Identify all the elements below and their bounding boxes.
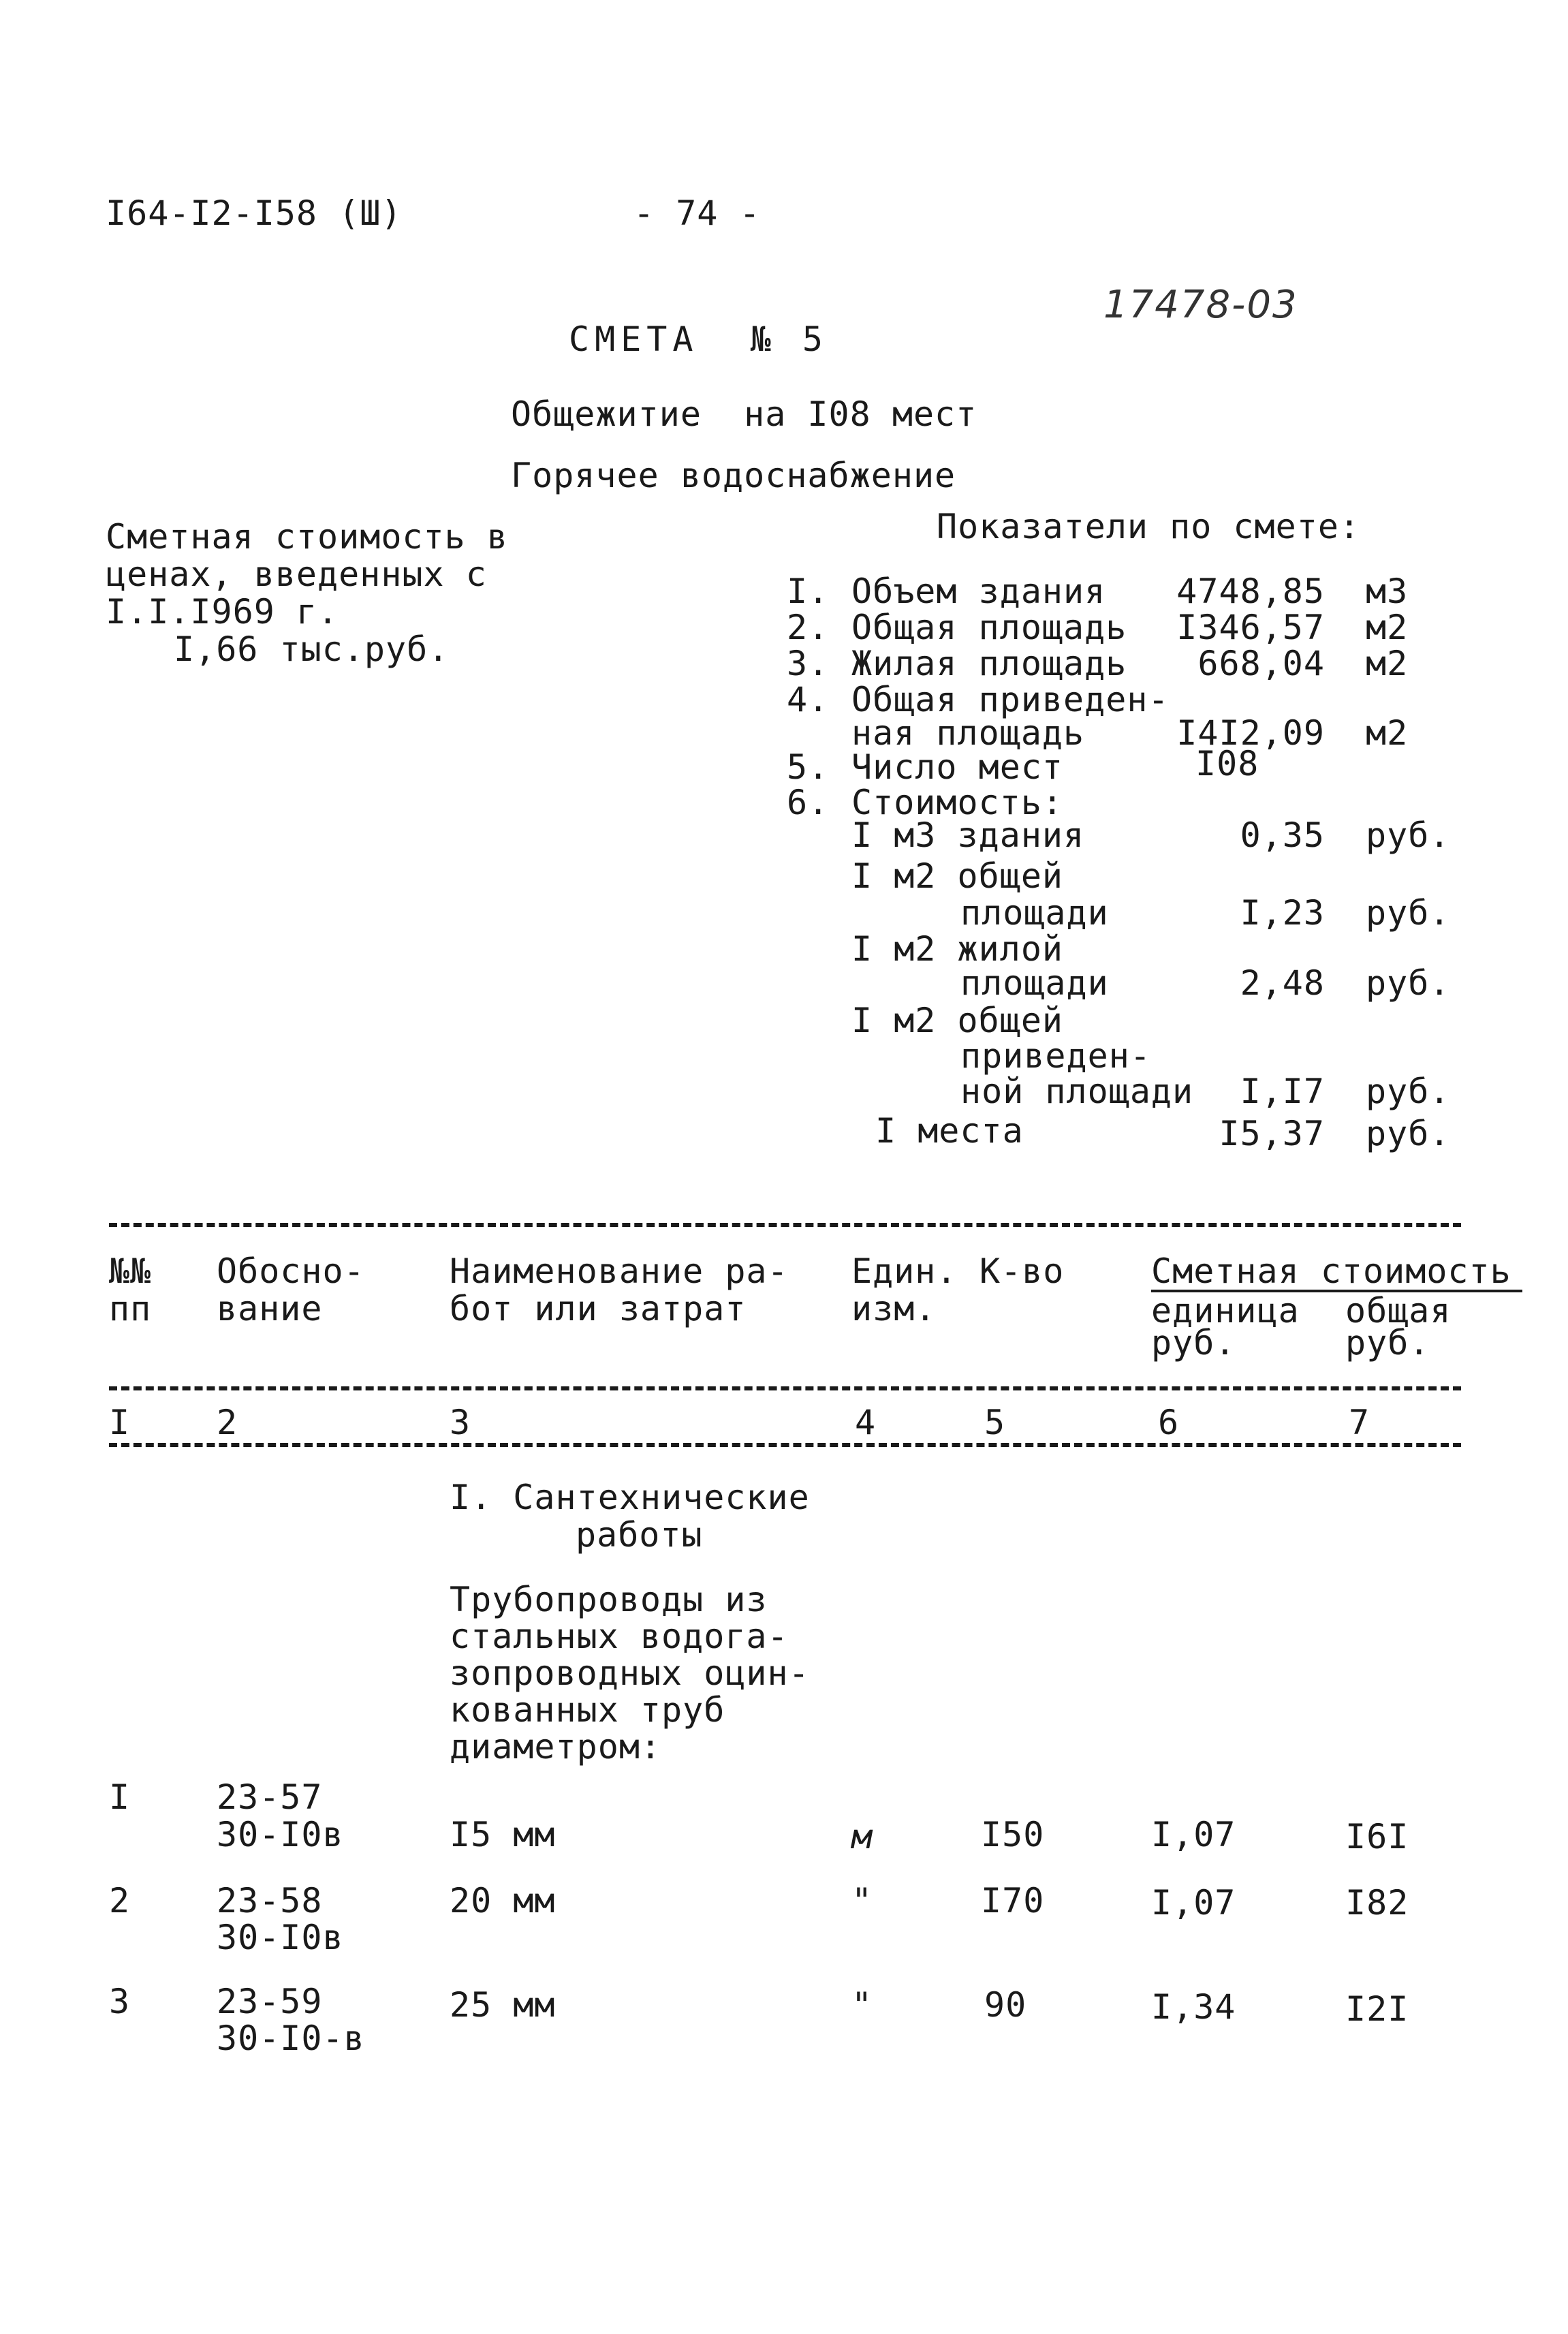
cost-item-unit: руб. <box>1366 815 1451 855</box>
header-cost-total: общая <box>1345 1291 1452 1331</box>
table-row-cost-unit: I,07 <box>1151 1815 1236 1854</box>
cost-item-value: 2,48 <box>1240 963 1325 1003</box>
table-row-basis: 23-58 <box>217 1881 323 1920</box>
table-row-num: 2 <box>109 1881 131 1920</box>
header-unit: Един. <box>851 1251 958 1291</box>
table-row-name: 20 мм <box>450 1881 556 1920</box>
indicator-num: 5. <box>787 747 830 787</box>
indicator-num: 6. <box>787 783 830 822</box>
header-unit: изм. <box>851 1289 937 1328</box>
indicator-label: Общая площадь <box>851 608 1127 647</box>
table-row-name: 25 мм <box>450 1985 556 2025</box>
cost-item-unit: руб. <box>1366 963 1451 1003</box>
cost-item-label-cont: площади <box>960 893 1109 933</box>
header-qty: К-во <box>979 1251 1065 1291</box>
cost-line-1: Сметная стоимость в <box>106 517 508 557</box>
indicator-value: I08 <box>1195 744 1259 783</box>
cost-item-label: I м2 общей <box>851 1001 1064 1040</box>
table-top-rule <box>109 1223 1461 1227</box>
table-row-cost-unit: I,34 <box>1151 1987 1236 2027</box>
group-heading: зопроводных оцин- <box>450 1653 810 1693</box>
header-basis: Обосно- <box>217 1251 365 1291</box>
cost-amount: I,66 тыс.руб. <box>174 629 450 669</box>
header-basis: вание <box>217 1289 323 1328</box>
header-cost-total: руб. <box>1345 1323 1430 1363</box>
table-row-num: 3 <box>109 1982 131 2021</box>
header-num: №№ <box>109 1251 152 1291</box>
indicator-unit: м2 <box>1366 644 1409 683</box>
indicator-value: 4748,85 <box>1176 572 1325 611</box>
indicator-num: I. <box>787 572 830 611</box>
cost-item-label: I м2 общей <box>851 856 1064 896</box>
col-number: 4 <box>855 1403 877 1442</box>
table-row-qty: I70 <box>981 1881 1045 1920</box>
cost-line-2: ценах, введенных с <box>106 555 487 594</box>
header-name: Наименование ра- <box>450 1251 789 1291</box>
header-cost-unit: единица <box>1151 1291 1300 1331</box>
page-number: - 74 - <box>633 193 761 233</box>
cost-item-unit: руб. <box>1366 1114 1451 1153</box>
table-row-basis: 23-59 <box>217 1982 323 2021</box>
section-title: Горячее водоснабжение <box>511 456 956 495</box>
indicator-label: Объем здания <box>851 572 1106 611</box>
table-row-unit: " <box>851 1985 873 2025</box>
cost-item-value: I,I7 <box>1240 1072 1325 1111</box>
indicator-label: Стоимость: <box>851 783 1064 822</box>
cost-item-value: I,23 <box>1240 893 1325 933</box>
group-heading: кованных труб <box>450 1690 725 1730</box>
table-row-cost-total: I2I <box>1345 1989 1409 2029</box>
header-cost: Сметная стоимость <box>1151 1251 1511 1291</box>
section-heading: работы <box>576 1515 703 1555</box>
table-row-unit: м <box>851 1817 873 1856</box>
indicators-heading: Показатели по смете: <box>937 507 1361 546</box>
col-number: I <box>109 1403 131 1442</box>
indicator-value: I4I2,09 <box>1176 713 1325 753</box>
cost-item-value: 0,35 <box>1240 815 1325 855</box>
cost-item-label: I места <box>875 1111 1024 1151</box>
handwritten-note: 17478-03 <box>1103 283 1298 327</box>
cost-item-label-cont: площади <box>960 963 1109 1003</box>
table-row-basis: 30-I0в <box>217 1918 344 1957</box>
table-row-basis: 30-I0в <box>217 1815 344 1854</box>
section-heading: I. Сантехнические <box>450 1478 810 1517</box>
indicator-num: 4. <box>787 680 830 719</box>
group-heading: стальных водога- <box>450 1617 789 1656</box>
cost-item-label-cont: ной площади <box>960 1072 1194 1111</box>
header-name: бот или затрат <box>450 1289 747 1328</box>
document-number: I64-I2-I58 (Ш) <box>106 193 403 233</box>
indicator-label: Число мест <box>851 747 1064 787</box>
cost-item-label: I м3 здания <box>851 815 1085 855</box>
indicator-value: I346,57 <box>1176 608 1325 647</box>
indicator-label: Общая приведен- <box>851 680 1170 719</box>
indicator-unit: м3 <box>1366 572 1409 611</box>
group-heading: Трубопроводы из <box>450 1580 768 1619</box>
cost-line-3: I.I.I969 г. <box>106 592 339 632</box>
table-row-name: I5 мм <box>450 1815 556 1854</box>
table-row-num: I <box>109 1777 131 1817</box>
col-number: 5 <box>984 1403 1006 1442</box>
indicator-label: Жилая площадь <box>851 644 1127 683</box>
col-number: 6 <box>1158 1403 1180 1442</box>
header-bottom-rule <box>109 1386 1461 1390</box>
cost-item-label-cont: приведен- <box>960 1036 1151 1076</box>
col-number: 2 <box>217 1403 238 1442</box>
table-row-cost-total: I82 <box>1345 1883 1409 1923</box>
indicator-value: 668,04 <box>1197 644 1325 683</box>
table-row-cost-total: I6I <box>1345 1817 1409 1856</box>
header-num: пп <box>109 1289 152 1328</box>
indicator-num: 3. <box>787 644 830 683</box>
header-cost-unit: руб. <box>1151 1323 1236 1363</box>
cost-item-label: I м2 жилой <box>851 929 1064 969</box>
cost-item-unit: руб. <box>1366 1072 1451 1111</box>
group-heading: диаметром: <box>450 1727 662 1767</box>
indicator-label-cont: ная площадь <box>851 713 1085 753</box>
table-row-cost-unit: I,07 <box>1151 1883 1236 1923</box>
table-row-qty: I50 <box>981 1815 1045 1854</box>
indicator-unit: м2 <box>1366 713 1409 753</box>
indicator-num: 2. <box>787 608 830 647</box>
col-number: 3 <box>450 1403 471 1442</box>
table-row-unit: " <box>851 1881 873 1920</box>
cost-item-unit: руб. <box>1366 893 1451 933</box>
col-number-rule <box>109 1443 1461 1447</box>
cost-item-value: I5,37 <box>1219 1114 1325 1153</box>
indicator-unit: м2 <box>1366 608 1409 647</box>
col-number: 7 <box>1349 1403 1370 1442</box>
object-title: Общежитие на I08 мест <box>511 394 977 434</box>
table-row-basis: 30-I0-в <box>217 2019 365 2058</box>
estimate-title: СМЕТА № 5 <box>569 320 829 359</box>
table-row-qty: 90 <box>984 1985 1027 2025</box>
table-row-basis: 23-57 <box>217 1777 323 1817</box>
